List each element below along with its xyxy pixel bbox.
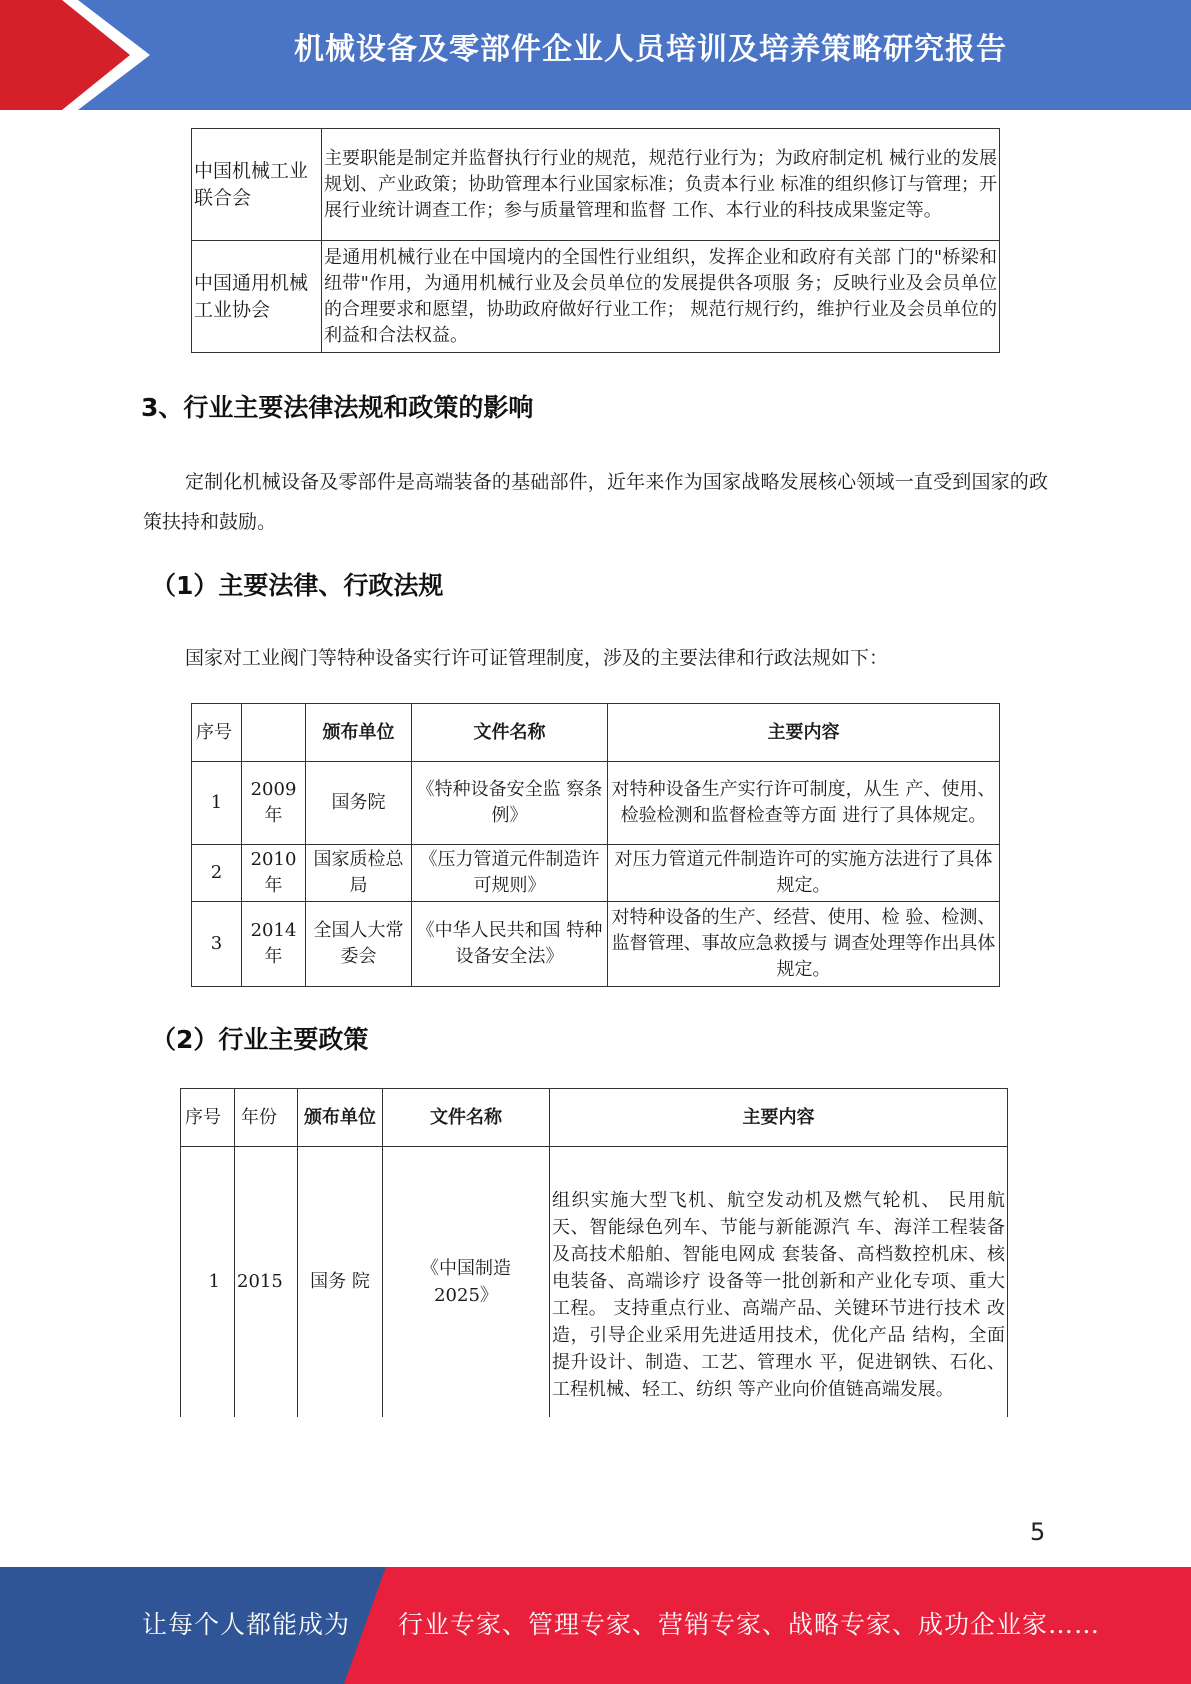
cell-issuer: 国务 院: [298, 1147, 383, 1417]
col-header-issuer: 颁布单位: [306, 704, 412, 762]
cell-no: 1: [181, 1147, 235, 1417]
cell-issuer: 国家质检总局: [306, 845, 412, 902]
col-header-year: 年份: [235, 1089, 298, 1147]
cell-no: 1: [192, 762, 242, 845]
col-header-issuer: 颁布单位: [298, 1089, 383, 1147]
cell-no: 2: [192, 845, 242, 902]
org-name: 中国机械工业联合会: [192, 129, 322, 241]
cell-no: 3: [192, 902, 242, 987]
cell-year: 2010年: [242, 845, 306, 902]
cell-doc: 《中华人民共和国 特种设备安全法》: [412, 902, 608, 987]
org-description: 是通用机械行业在中国境内的全国性行业组织，发挥企业和政府有关部 门的"桥梁和纽带"作用，为通用机械行业及会员单位的发展提供各项服 务；反映行业及会员单位的合理要求和愿望，协助政府做好行业工作； 规范行规行约，维护行业及会员单位的利益和合法权益。: [322, 241, 1000, 353]
subsection-heading: （2）行业主要政策: [151, 1025, 369, 1054]
cell-issuer: 全国人大常委会: [306, 902, 412, 987]
report-title: 机械设备及零部件企业人员培训及培养策略研究报告: [294, 32, 1007, 67]
table-row: [181, 1147, 1008, 1417]
cell-content: 对压力管道元件制造许可的实施方法进行了具体规定。: [608, 845, 1000, 902]
cell-content: 组织实施大型飞机、航空发动机及燃气轮机、 民用航天、智能绿色列车、节能与新能源汽 车、海洋工程装备及高技术船舶、智能电网成 套装备、高档数控机床、核电装备、高端诊疗 设备等一批创新和产业化专项、重大工程。 支持重点行业、高端产品、关键环节进行技术 改造，引导企业采用先进适用技术，优化产品 结构，全面提升设计、制造、工艺、管理水 平，促进钢铁、石化、工程机械、轻工、纺织 等产业向价值链高端发展。: [550, 1147, 1008, 1417]
page-number: 5: [1030, 1518, 1046, 1546]
cell-content: 对特种设备的生产、经营、使用、检 验、检测、监督管理、事故应急救援与 调查处理等作出具体规定。: [608, 902, 1000, 987]
subsection-heading: （1）主要法律、行政法规: [151, 571, 444, 600]
cell-doc: 《压力管道元件制造许可规则》: [412, 845, 608, 902]
col-header-year: [242, 704, 306, 762]
cell-issuer: 国务院: [306, 762, 412, 845]
page-header: [0, 0, 1191, 110]
table-row: [192, 845, 1000, 902]
org-description: 主要职能是制定并监督执行行业的规范，规范行业行为；为政府制定机 械行业的发展规划、产业政策；协助管理本行业国家标准；负责本行业 标准的组织修订与管理；开展行业统计调查工作；参与质量管理和监督 工作、本行业的科技成果鉴定等。: [322, 129, 1000, 241]
table-row: [192, 762, 1000, 845]
col-header-no: 序号: [181, 1089, 235, 1147]
table-header-row: [181, 1089, 1008, 1147]
cell-year: 2015: [235, 1147, 298, 1417]
section-paragraph: 定制化机械设备及零部件是高端装备的基础部件，近年来作为国家战略发展核心领域一直受到国家的政策扶持和鼓励。: [143, 471, 1048, 533]
law-table: [191, 703, 1000, 987]
cell-year: 2014年: [242, 902, 306, 987]
footer-slogan-left: 让每个人都能成为: [142, 1610, 351, 1639]
table-header-row: [192, 704, 1000, 762]
table-row: [192, 129, 1000, 241]
subsection-paragraph: 国家对工业阀门等特种设备实行许可证管理制度，涉及的主要法律和行政法规如下：: [185, 647, 889, 669]
col-header-doc: 文件名称: [383, 1089, 550, 1147]
section-heading: 3、行业主要法律法规和政策的影响: [141, 393, 534, 422]
header-chevron-icon: [0, 0, 150, 110]
table-row: [192, 902, 1000, 987]
col-header-no: 序号: [192, 704, 242, 762]
col-header-content: 主要内容: [550, 1089, 1008, 1147]
table-row: [192, 241, 1000, 353]
col-header-content: 主要内容: [608, 704, 1000, 762]
page-footer: [0, 1567, 1191, 1684]
cell-year: 2009年: [242, 762, 306, 845]
footer-slogan-right: 行业专家、管理专家、营销专家、战略专家、成功企业家……: [398, 1610, 1101, 1639]
org-table: [191, 128, 1000, 353]
col-header-doc: 文件名称: [412, 704, 608, 762]
policy-table: [180, 1088, 1008, 1417]
cell-content: 对特种设备生产实行许可制度，从生 产、使用、检验检测和监督检查等方面 进行了具体规定。: [608, 762, 1000, 845]
org-name: 中国通用机械工业协会: [192, 241, 322, 353]
cell-doc: 《特种设备安全监 察条例》: [412, 762, 608, 845]
cell-doc: 《中国制造2025》: [383, 1147, 550, 1417]
